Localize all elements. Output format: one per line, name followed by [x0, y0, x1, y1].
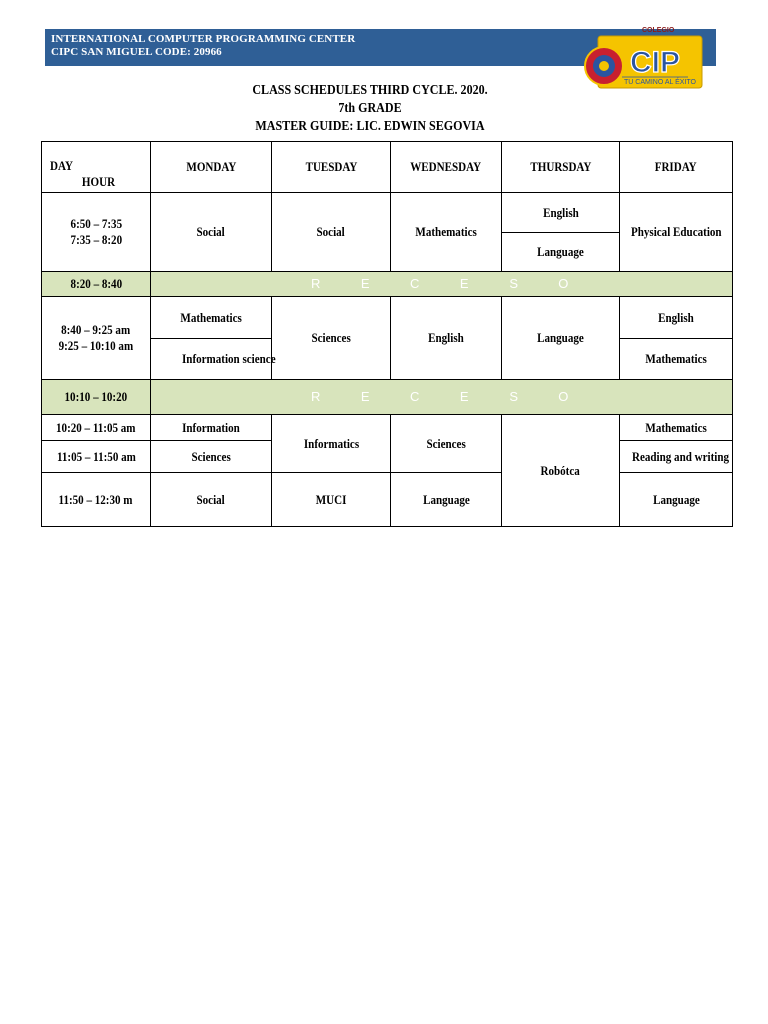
block3-row-a	[42, 415, 733, 441]
friday-block2-top: English	[620, 297, 733, 339]
monday-block2-bottom: Information science	[151, 339, 272, 380]
block2-row-a	[42, 297, 733, 339]
monday-block3-3: Social	[151, 473, 272, 527]
hour-cell-block3-1: 10:20 – 11:05 am	[42, 415, 151, 441]
corner-hour: HOUR	[81, 174, 116, 189]
recess-hour-1: 8:20 – 8:40	[42, 272, 151, 297]
schedule-title	[52, 82, 688, 136]
svg-text:CIP: CIP	[630, 46, 681, 79]
institution-name: INTERNATIONAL COMPUTER PROGRAMMING CENTER	[51, 33, 356, 45]
recess-row-1	[42, 272, 733, 297]
friday-block1: Physical Education	[620, 193, 733, 272]
wednesday-block1: Mathematics	[391, 193, 502, 272]
day-hour-corner	[42, 142, 151, 193]
day-header-monday: MONDAY	[151, 142, 272, 193]
corner-day: DAY	[50, 158, 73, 173]
institution-code: CIPC SAN MIGUEL CODE: 20966	[51, 46, 222, 58]
wednesday-block3-12: Sciences	[391, 415, 502, 473]
tuesday-block3-3: MUCI	[272, 473, 391, 527]
title-line-2: 7th GRADE	[338, 101, 402, 116]
friday-block2-bottom: Mathematics	[620, 339, 733, 380]
title-line-3: MASTER GUIDE: LIC. EDWIN SEGOVIA	[255, 119, 485, 134]
friday-block3-2: Reading and writing	[620, 441, 733, 473]
recess-hour-2: 10:10 – 10:20	[42, 380, 151, 415]
monday-block3-1: Information	[151, 415, 272, 441]
hour-cell-block3-3: 11:50 – 12:30 m	[42, 473, 151, 527]
wednesday-block3-3: Language	[391, 473, 502, 527]
school-logo	[584, 24, 704, 90]
thursday-block1-bottom: Language	[502, 233, 620, 272]
title-line-1: CLASS SCHEDULES THIRD CYCLE. 2020.	[252, 83, 488, 98]
day-header-thursday: THURSDAY	[502, 142, 620, 193]
thursday-block2: Language	[502, 297, 620, 380]
wednesday-block2: English	[391, 297, 502, 380]
monday-block1: Social	[151, 193, 272, 272]
day-header-tuesday: TUESDAY	[272, 142, 391, 193]
recess-row-2	[42, 380, 733, 415]
recess-label-1: R E C E S O	[151, 272, 733, 297]
day-header-wednesday: WEDNESDAY	[391, 142, 502, 193]
monday-block2-top: Mathematics	[151, 297, 272, 339]
logo-top-text: COLEGIO	[642, 27, 675, 34]
day-header-friday: FRIDAY	[620, 142, 733, 193]
friday-block3-1: Mathematics	[620, 415, 733, 441]
recess-label-2: R E C E S O	[151, 380, 733, 415]
tuesday-block1: Social	[272, 193, 391, 272]
thursday-block1-top: English	[502, 193, 620, 233]
friday-block3-3: Language	[620, 473, 733, 527]
block1-row-a	[42, 193, 733, 233]
day-header-row	[42, 142, 733, 193]
hour-cell-block2: 8:40 – 9:25 am 9:25 – 10:10 am	[42, 297, 151, 380]
hour-cell-block1: 6:50 – 7:35 7:35 – 8:20	[42, 193, 151, 272]
schedule-table	[41, 141, 733, 527]
hour-cell-block3-2: 11:05 – 11:50 am	[42, 441, 151, 473]
monday-block3-2: Sciences	[151, 441, 272, 473]
block3-row-c	[42, 473, 733, 527]
tuesday-block2: Sciences	[272, 297, 391, 380]
tuesday-block3-12: Informatics	[272, 415, 391, 473]
thursday-block3: Robótca	[502, 415, 620, 527]
logo-slogan: TU CAMINO AL ÉXITO	[624, 79, 696, 86]
